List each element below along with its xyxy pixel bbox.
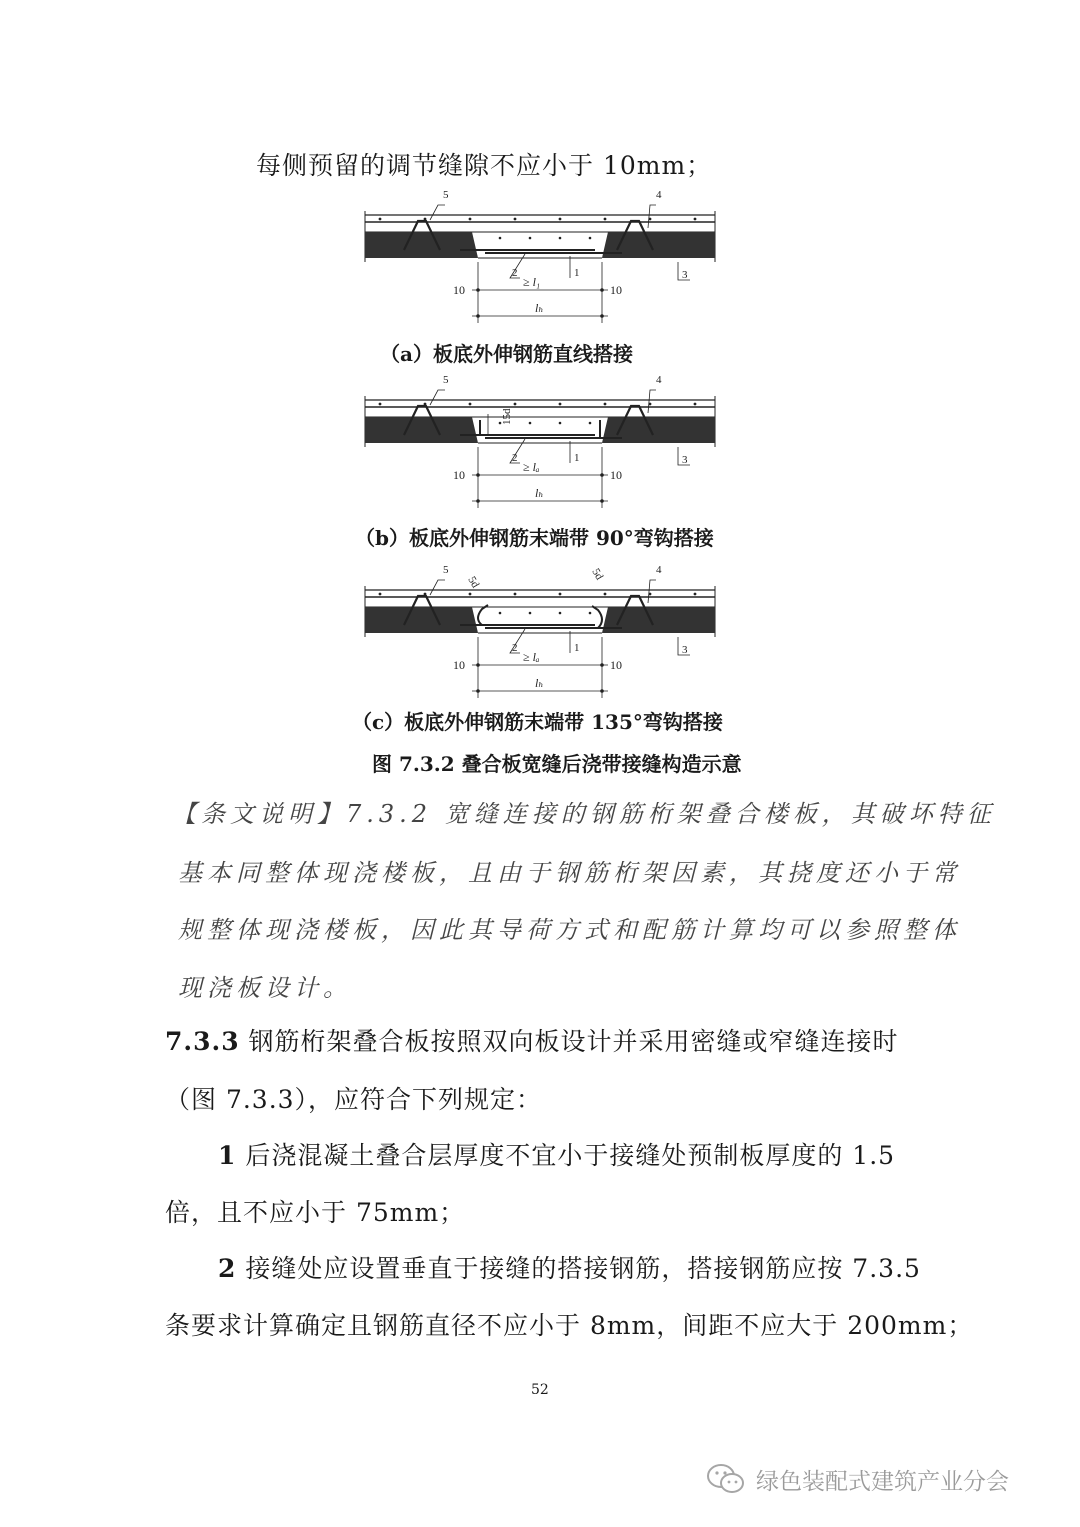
dim-tick [476,689,480,693]
figure-c-caption: （c）板底外伸钢筋末端带 135°弯钩搭接 [352,710,723,734]
page-number: 52 [531,1382,549,1398]
joint-rebar-dot [529,612,532,615]
precast-slab-left [365,417,478,443]
joint-rebar-dot [559,237,562,240]
dim-tick [600,314,604,318]
label-3: 3 [682,454,688,466]
lap-length-label: ≥ lₐ [523,650,540,664]
gap-left-label: 10 [453,658,465,672]
label-1: 1 [574,267,580,279]
joint-width-label: lₕ [535,486,544,500]
note-line-4: 现浇板设计。 [178,974,352,1002]
top-rebar-dot [514,218,517,221]
section-number: 7.3.3 [165,1027,240,1056]
leader-4 [648,580,656,603]
top-rebar-dot [694,218,697,221]
precast-slab-left [365,607,478,633]
figure-b-drawing [360,365,720,515]
gap-right-label: 10 [610,658,622,672]
label-4: 4 [656,374,662,386]
joint-rebar-dot [589,422,592,425]
hook-length-label-right: 5d [589,566,606,583]
top-rebar-dot [694,593,697,596]
hook-length-label-left: 5d [465,574,482,591]
dim-tick [600,288,604,292]
figure-a-drawing [360,180,720,330]
top-rebar-dot [514,593,517,596]
label-5: 5 [443,189,449,201]
top-rebar-dot [604,218,607,221]
top-rebar-dot [514,403,517,406]
item-2-line-1 [218,1249,921,1285]
dim-tick [600,473,604,477]
gap-left-label: 10 [453,283,465,297]
leader-4 [648,205,656,228]
section-text-1: 钢筋桁架叠合板按照双向板设计并采用密缝或窄缝连接时 [248,1027,899,1056]
lap-length-label: ≥ lₐ [523,460,540,474]
dim-tick [476,473,480,477]
intro-line: 每侧预留的调节缝隙不应小于 10mm； [256,151,713,180]
figure-b-caption: （b）板底外伸钢筋末端带 90°弯钩搭接 [355,526,714,550]
label-5: 5 [443,564,449,576]
label-2: 2 [512,642,518,654]
top-rebar-dot [469,218,472,221]
note-line-3: 规整体现浇楼板，因此其导荷方式和配筋计算均可以参照整体 [178,916,961,944]
label-2: 2 [512,267,518,279]
wechat-icon [706,1462,746,1496]
joint-width-label: lₕ [535,301,544,315]
hook-length-label: 15d [501,408,513,425]
leader-5 [430,205,445,220]
joint-width-label: lₕ [535,676,544,690]
top-rebar-dot [379,403,382,406]
top-rebar-dot [559,403,562,406]
label-5: 5 [443,374,449,386]
lap-length-label: ≥ l₁ [523,275,541,289]
item-1-line-1 [218,1136,895,1172]
joint-rebar-dot [559,612,562,615]
figure-a [360,180,720,334]
note-line-1: 【条文说明】7.3.2 宽缝连接的钢筋桁架叠合楼板，其破坏特征 [172,800,996,828]
note-line-2: 基本同整体现浇楼板，且由于钢筋桁架因素，其挠度还小于常 [178,859,961,887]
item-1-line-2: 倍，且不应小于 75mm； [165,1198,466,1227]
label-4: 4 [656,189,662,201]
top-rebar-dot [604,593,607,596]
hook-135-left [478,605,488,625]
top-rebar-dot [469,593,472,596]
precast-slab-left [365,232,478,258]
joint-rebar-dot [529,237,532,240]
gap-right-label: 10 [610,468,622,482]
item-1-number: 1 [218,1141,237,1170]
figure-title: 图 7.3.2 叠合板宽缝后浇带接缝构造示意 [372,752,742,776]
section-line-1 [165,1022,899,1058]
figure-b [360,365,720,519]
leader-5 [430,580,445,595]
top-rebar-dot [559,593,562,596]
leader-4 [648,390,656,413]
top-rebar-dot [469,403,472,406]
joint-rebar-dot [499,612,502,615]
dim-tick [476,663,480,667]
joint-rebar-dot [499,237,502,240]
item-1-text: 后浇混凝土叠合层厚度不宜小于接缝处预制板厚度的 1.5 [245,1141,896,1170]
watermark [706,1462,1009,1496]
label-3: 3 [682,644,688,656]
joint-rebar-dot [589,612,592,615]
leader-5 [430,390,445,405]
joint-rebar-dot [589,237,592,240]
dim-tick [600,499,604,503]
dim-tick [600,663,604,667]
top-rebar-dot [379,218,382,221]
figure-c-drawing [360,555,720,705]
item-2-text: 接缝处应设置垂直于接缝的搭接钢筋，搭接钢筋应按 7.3.5 [245,1254,921,1283]
item-2-number: 2 [218,1254,237,1283]
dim-tick [476,288,480,292]
label-3: 3 [682,269,688,281]
watermark-text: 绿色装配式建筑产业分会 [756,1468,1009,1495]
gap-left-label: 10 [453,468,465,482]
dim-tick [476,499,480,503]
top-rebar-dot [694,403,697,406]
item-2-line-2: 条要求计算确定且钢筋直径不应小于 8mm，间距不应大于 200mm； [165,1311,974,1340]
joint-rebar-dot [529,422,532,425]
dim-tick [600,689,604,693]
joint-rebar-dot [559,422,562,425]
figure-a-caption: （a）板底外伸钢筋直线搭接 [380,342,633,366]
label-4: 4 [656,564,662,576]
dim-tick [476,314,480,318]
top-rebar-dot [604,403,607,406]
gap-right-label: 10 [610,283,622,297]
label-2: 2 [512,452,518,464]
figure-c [360,555,720,709]
section-text-2: （图 7.3.3），应符合下列规定： [165,1085,543,1114]
top-rebar-dot [379,593,382,596]
top-rebar-dot [559,218,562,221]
label-1: 1 [574,642,580,654]
label-1: 1 [574,452,580,464]
